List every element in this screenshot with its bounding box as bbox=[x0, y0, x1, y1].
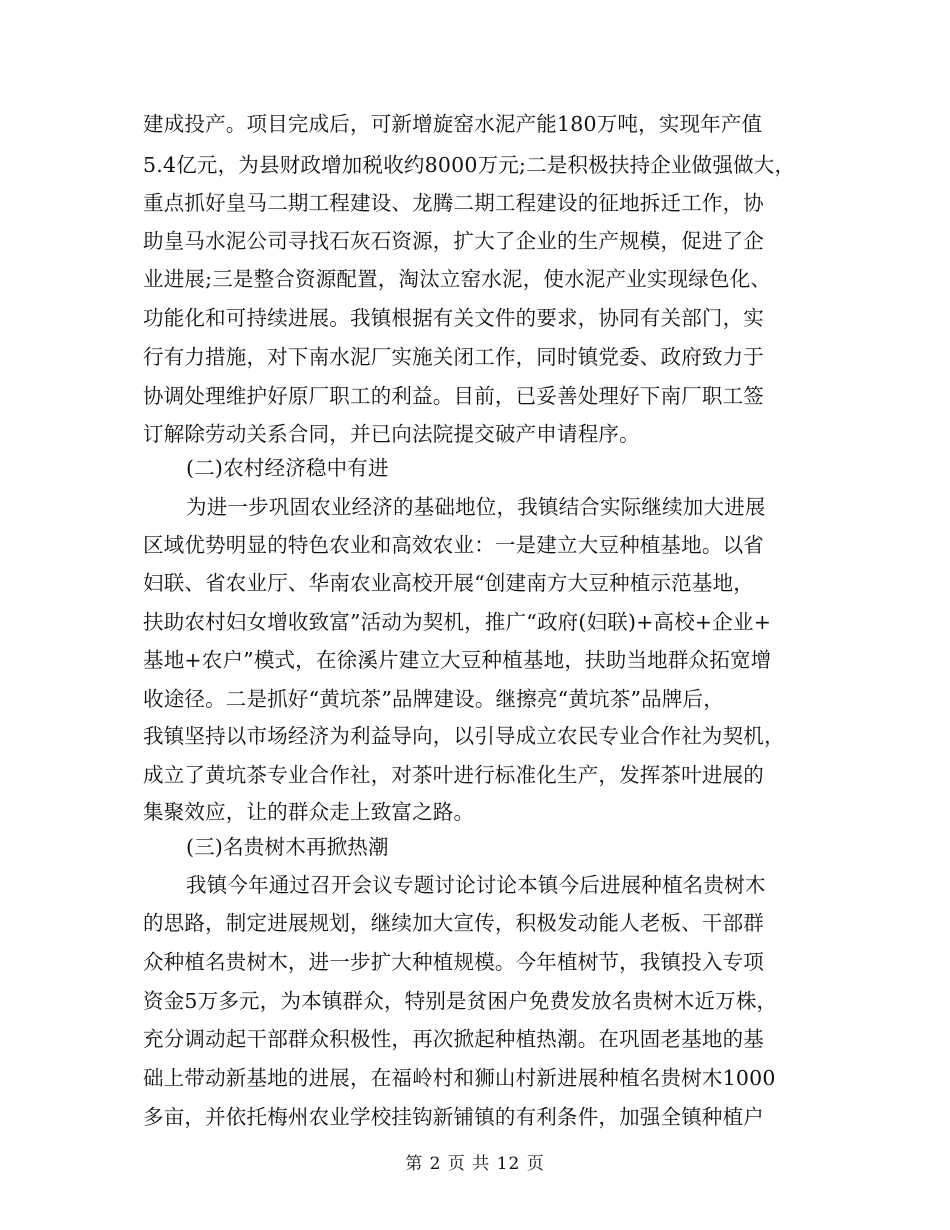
section-heading-2: (二)农村经济稳中有进 bbox=[186, 456, 389, 480]
text-line-1: 建成投产。项目完成后，可新增旋窑水泥产能180万吨，实现年产值 bbox=[143, 112, 763, 136]
text-line-19: 集聚效应，让的群众走上致富之路。 bbox=[143, 800, 475, 824]
text-line-5: 业进展;三是整合资源配置，淘汰立窑水泥，使水泥产业实现绿色化、 bbox=[143, 267, 772, 291]
text-line-26: 础上带动新基地的进展，在福岭村和狮山村新进展种植名贵树木1000 bbox=[143, 1066, 776, 1090]
text-line-16: 收途径。二是抓好“黄坑茶”品牌建设。继擦亮“黄坑茶”品牌后， bbox=[143, 687, 724, 711]
text-line-18: 成立了黄坑茶专业合作社，对茶叶进行标准化生产，发挥茶叶进展的 bbox=[143, 763, 764, 787]
text-line-12: 区域优势明显的特色农业和高效农业：一是建立大豆种植基地。以省 bbox=[143, 533, 764, 557]
text-line-25: 充分调动起干部群众积极性，再次掀起种植热潮。在巩固老基地的基 bbox=[143, 1027, 764, 1051]
text-line-4: 助皇马水泥公司寻找石灰石资源，扩大了企业的生产规模，促进了企 bbox=[143, 229, 764, 253]
text-line-27: 多亩，并依托梅州农业学校挂钩新铺镇的有利条件，加强全镇种植户 bbox=[143, 1105, 764, 1129]
text-line-11: 为进一步巩固农业经济的基础地位，我镇结合实际继续加大进展 bbox=[186, 495, 766, 519]
text-line-24: 资金5万多元，为本镇群众，特别是贫困户免费发放名贵树木近万株， bbox=[143, 989, 778, 1013]
text-line-3: 重点抓好皇马二期工程建设、龙腾二期工程建设的征地拆迁工作，协 bbox=[143, 191, 764, 215]
text-line-6: 功能化和可持续进展。我镇根据有关文件的要求，协同有关部门，实 bbox=[143, 306, 764, 330]
text-line-7: 行有力措施，对下南水泥厂实施关闭工作，同时镇党委、政府致力于 bbox=[143, 345, 764, 369]
page-number-footer: 第 2 页 共 12 页 bbox=[405, 1154, 545, 1174]
text-line-14: 扶助农村妇女增收致富”活动为契机，推广“政府(妇联)+高校+企业+ bbox=[143, 610, 772, 634]
section-heading-3: (三)名贵树木再掀热潮 bbox=[186, 835, 389, 859]
text-line-17: 我镇坚持以市场经济为利益导向，以引导成立农民专业合作社为契机， bbox=[143, 724, 785, 748]
text-line-2: 5.4亿元，为县财政增加税收约8000万元;二是积极扶持企业做强做大， bbox=[143, 153, 796, 177]
text-line-15: 基地+农户”模式，在徐溪片建立大豆种植基地，扶助当地群众拓宽增 bbox=[143, 648, 772, 672]
text-line-9: 订解除劳动关系合同，并已向法院提交破产申请程序。 bbox=[143, 422, 640, 446]
text-line-8: 协调处理维护好原厂职工的利益。目前，已妥善处理好下南厂职工签 bbox=[143, 384, 764, 408]
text-line-23: 众种植名贵树木，进一步扩大种植规模。今年植树节，我镇投入专项 bbox=[143, 950, 764, 974]
text-line-21: 我镇今年通过召开会议专题讨论讨论本镇今后进展种植名贵树木 bbox=[186, 873, 766, 897]
text-line-22: 的思路，制定进展规划，继续加大宣传，积极发动能人老板、干部群 bbox=[143, 911, 764, 935]
text-line-13: 妇联、省农业厅、华南农业高校开展“创建南方大豆种植示范基地， bbox=[143, 571, 754, 595]
